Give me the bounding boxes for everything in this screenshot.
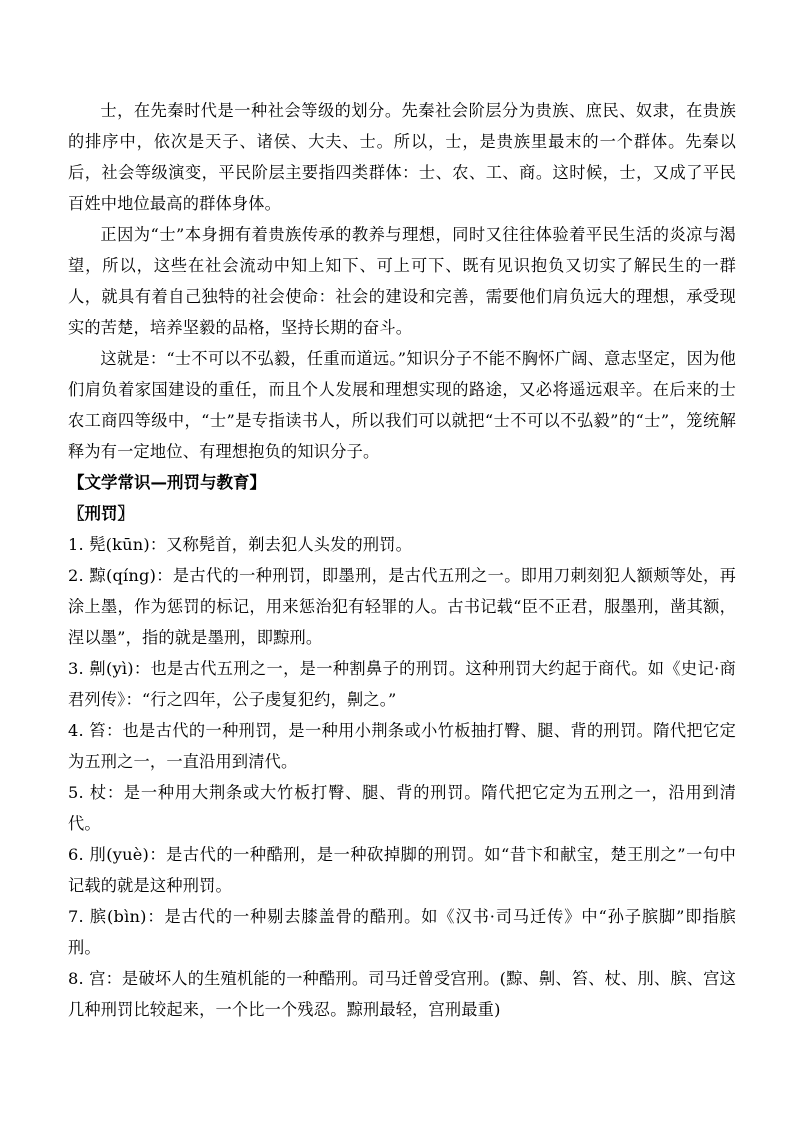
intro-paragraph-3: 这就是：“士不可以不弘毅，任重而道远。”知识分子不能不胸怀广阔、意志坚定，因为他们肩负着家国建设的重任，而且个人发展和理想实现的路途，又必将遥远艰辛。在后来的士农工商四等级中，“士”是专指读书人，所以我们可以就把“士不可以不弘毅”的“士”，笼统解释为有一定地位、有理想抱负的知识分子。 <box>68 349 736 461</box>
punishment-item-zhang: 5. 杖：是一种用大荆条或大竹板打臀、腿、背的刑罚。隋代把它定为五刑之一，沿用到清代。 <box>68 783 736 833</box>
punishment-item-kun: 1. 髡(kūn)：又称髡首，剃去犯人头发的刑罚。 <box>68 535 413 554</box>
intro-paragraph-1: 士，在先秦时代是一种社会等级的划分。先秦社会阶层分为贵族、庶民、奴隶，在贵族的排序中，依次是天子、诸侯、大夫、士。所以，士，是贵族里最末的一个群体。先秦以后，社会等级演变，平民阶层主要指四类群体：士、农、工、商。这时候，士，又成了平民百姓中地位最高的群体身体。 <box>68 101 736 213</box>
punishment-item-yi: 3. 劓(yì)：也是古代五刑之一，是一种割鼻子的刑罚。这种刑罚大约起于商代。如《史记·商君列传》：“行之四年，公子虔复犯约，劓之。” <box>68 659 736 709</box>
section-subtitle: 〖刑罚〗 <box>68 504 134 523</box>
punishment-item-bin: 7. 膑(bìn)：是古代的一种剔去膝盖骨的酷刑。如《汉书·司马迁传》中“孙子膑脚”即指膑刑。 <box>68 907 736 957</box>
punishment-item-chi: 4. 笞：也是古代的一种刑罚，是一种用小荆条或小竹板抽打臀、腿、背的刑罚。隋代把它定为五刑之一，一直沿用到清代。 <box>68 721 736 771</box>
section-title: 【文学常识—刑罚与教育】 <box>68 473 266 492</box>
punishment-item-yue: 6. 刖(yuè)：是古代的一种酷刑，是一种砍掉脚的刑罚。如“昔卞和献宝，楚王刖之”一句中记载的就是这种刑罚。 <box>68 845 736 895</box>
document-page <box>68 95 736 1025</box>
punishment-item-gong: 8. 宫：是破坏人的生殖机能的一种酷刑。司马迁曾受宫刑。(黥、劓、笞、杖、刖、膑、宫这几种刑罚比较起来，一个比一个残忍。黥刑最轻，宫刑最重) <box>68 969 736 1019</box>
punishment-item-qing: 2. 黥(qíng)：是古代的一种刑罚，即墨刑，是古代五刑之一。即用刀刺刻犯人额颊等处，再涂上墨，作为惩罚的标记，用来惩治犯有轻罪的人。古书记载“臣不正君，服墨刑，凿其额，涅以墨”，指的就是墨刑，即黥刑。 <box>68 566 736 647</box>
punishment-list <box>68 529 736 1025</box>
intro-paragraph-2: 正因为“士”本身拥有着贵族传承的教养与理想，同时又往往体验着平民生活的炎凉与渴望，所以，这些在社会流动中知上知下、可上可下、既有见识抱负又切实了解民生的一群人，就具有着自己独特的社会使命：社会的建设和完善，需要他们肩负远大的理想，承受现实的苦楚，培养坚毅的品格，坚持长期的奋斗。 <box>68 225 736 337</box>
